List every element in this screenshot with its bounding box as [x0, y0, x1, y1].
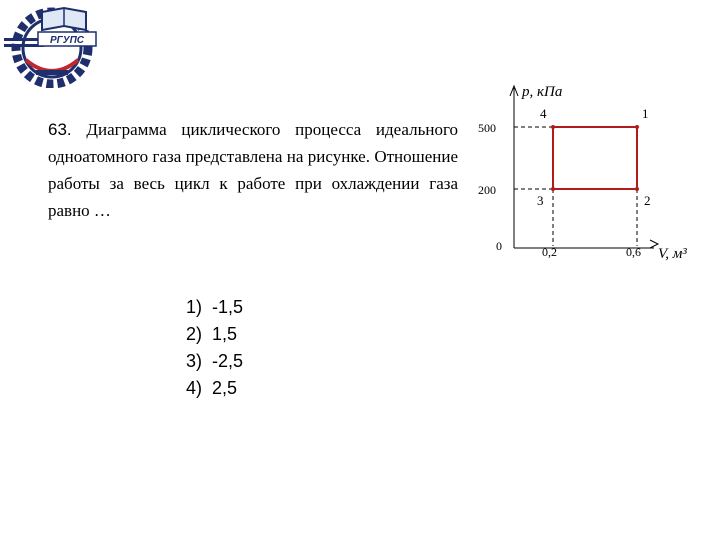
point-3-label: 3	[537, 193, 544, 208]
x-axis-label: V, м³	[658, 246, 687, 262]
answer-option-4[interactable]: 4) 2,5	[186, 378, 238, 398]
logo-text: РГУПС	[50, 35, 84, 46]
question-number: 63.	[48, 120, 72, 139]
point-4-label: 4	[540, 106, 547, 121]
point-2-label: 2	[644, 193, 651, 208]
answer-option-3[interactable]: 3) -2,5	[186, 351, 244, 371]
y-tick-200: 200	[478, 183, 496, 197]
question-body: Диаграмма циклического процесса идеального одноатомного газа представлена на рисунке. Отношение работы за весь цикл к работе при охлаждении газа равно …	[48, 120, 459, 220]
point-1-marker	[635, 125, 639, 129]
question-text-block	[48, 116, 458, 224]
point-4-marker	[551, 125, 555, 129]
origin-label: 0	[496, 239, 502, 253]
answer-option-2[interactable]: 2) 1,5	[186, 324, 238, 344]
x-tick-02: 0,2	[542, 245, 557, 259]
point-3-marker	[551, 187, 555, 191]
y-tick-500: 500	[478, 121, 496, 135]
pv-diagram	[470, 78, 710, 268]
answer-option-1[interactable]: 1) -1,5	[186, 297, 244, 317]
point-1-label: 1	[642, 106, 649, 121]
y-axis-label: p, кПа	[522, 84, 563, 100]
cycle-rectangle	[553, 127, 637, 189]
university-logo	[2, 2, 102, 88]
x-axis-arrow	[650, 240, 658, 248]
point-2-marker	[635, 187, 639, 191]
answer-list	[186, 294, 243, 402]
x-tick-06: 0,6	[626, 245, 641, 259]
